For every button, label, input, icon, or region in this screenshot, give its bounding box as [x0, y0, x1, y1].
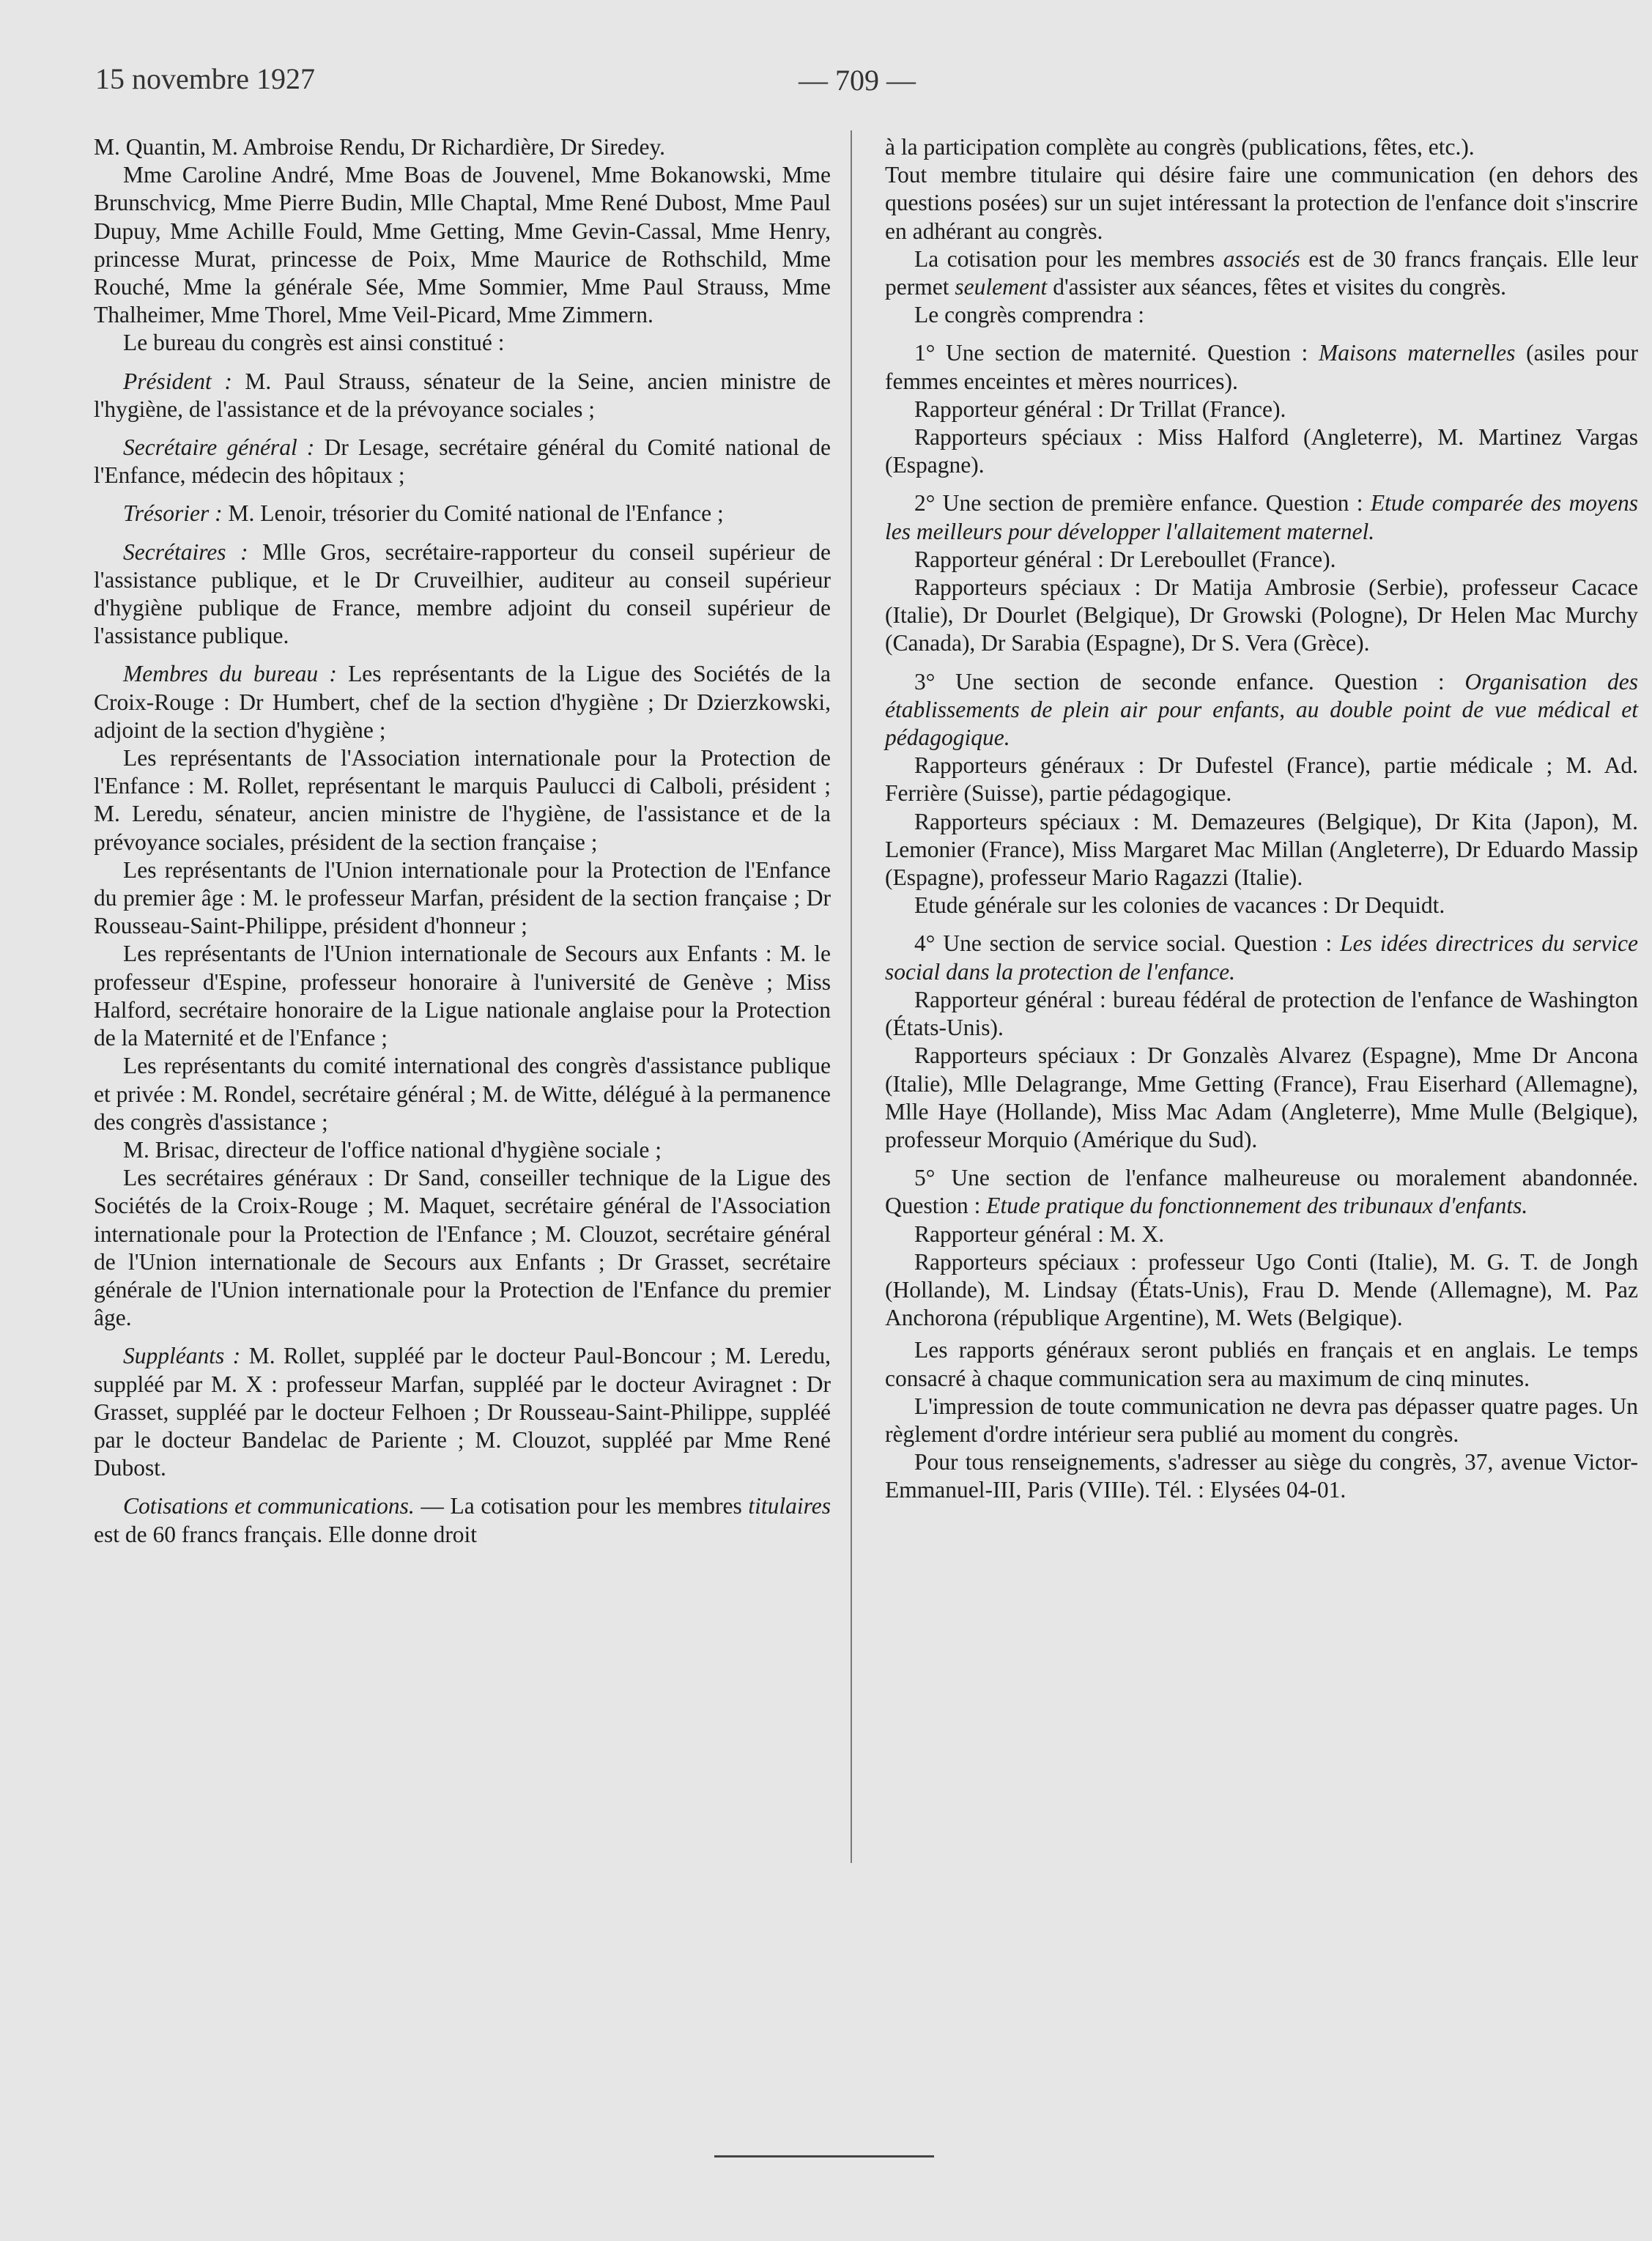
paragraph-bureau-members	[94, 660, 831, 744]
paragraph: L'impression de toute communication ne devra pas dépasser quatre pages. Un règlement d'ordre intérieur sera publié au moment du congrès.	[885, 1393, 1638, 1447]
section-second-childhood	[885, 668, 1638, 752]
paragraph-text: 1° Une section de maternité. Question :	[914, 340, 1319, 366]
paragraph: M. Quantin, M. Ambroise Rendu, Dr Richardière, Dr Siredey.	[94, 134, 666, 160]
paragraph: Les rapports généraux seront publiés en français et en anglais. Le temps consacré à chaque communication sera au maximum de cinq minutes.	[885, 1337, 1638, 1391]
paragraph: Rapporteurs spéciaux : professeur Ugo Conti (Italie), M. G. T. de Jongh (Hollande), M. Lindsay (États-Unis), Frau D. Mende (Allemagne), M. Paz Anchorona (république Argentine), M. Wets (Belgique).	[885, 1248, 1638, 1331]
right-column	[885, 133, 1638, 1505]
paragraph: Les secrétaires généraux : Dr Sand, conseiller technique de la Ligue des Sociétés de la Croix-Rouge ; M. Maquet, secrétaire général de l'Association internationale pour la Protection de l'Enfance ; M. Clouzot, secrétaire général de l'Union internationale de Secours aux Enfants ; Dr Grasset, secrétaire générale de l'Union internationale pour la Protection de l'Enfance du premier âge.	[94, 1165, 831, 1331]
label-fees: Cotisations et communications.	[123, 1493, 415, 1519]
paragraph: Rapporteur général : Dr Lereboullet (France).	[914, 546, 1336, 572]
paragraph-secretary-general	[94, 434, 831, 489]
paragraph: Les représentants de l'Association internationale pour la Protection de l'Enfance : M. Rollet, représentant le marquis Paulucci di Calboli, président ; M. Leredu, sénateur, ancien ministre de l'hygiène, de l'assistance et de la prévoyance sociales, président de la section française ;	[94, 745, 831, 855]
label-bureau-members: Membres du bureau :	[123, 661, 337, 687]
column-divider	[851, 130, 852, 1863]
paragraph: Le congrès comprendra :	[914, 302, 1144, 328]
label-secretaries: Secrétaires :	[123, 538, 248, 565]
paragraph: Rapporteur général : M. X.	[914, 1220, 1165, 1247]
paragraph-text: La cotisation pour les membres	[914, 245, 1223, 272]
paragraph: Tout membre titulaire qui désire faire une communication (en dehors des questions posées) sur un sujet intéressant la protection de l'enfance doit s'inscrire en adhérant au congrès.	[885, 162, 1638, 244]
paragraph-text: Les représentants de la Ligue des Sociétés de la Croix-Rouge : Dr Humbert, chef de la section d'hygiène ; Dr Dzierzkowski, adjoint de la section d'hygiène ;	[94, 661, 831, 743]
emphasis-text: Maisons maternelles	[1318, 340, 1516, 366]
page-number: — 709 —	[799, 64, 916, 97]
paragraph-associate-fee	[885, 245, 1638, 301]
paragraph-text: M. Paul Strauss, sénateur de la Seine, ancien ministre de l'hygiène, de l'assistance et de la prévoyance sociales ;	[94, 368, 831, 422]
paragraph: Rapporteurs spéciaux : M. Demazeures (Belgique), Dr Kita (Japon), M. Lemonier (France), Miss Margaret Mac Millan (Angleterre), Dr Eduardo Massip (Espagne), professeur Mario Ragazzi (Italie).	[885, 808, 1638, 891]
paragraph: Les représentants de l'Union internationale pour la Protection de l'Enfance du premier âge : M. le professeur Marfan, président de la section française ; Dr Rousseau-Saint-Philippe, président d'honneur ;	[94, 856, 831, 939]
issue-date: 15 novembre 1927	[95, 62, 315, 95]
section-unhappy-childhood	[885, 1164, 1638, 1220]
paragraph-text: (asiles pour femmes enceintes et mères nourrices).	[885, 340, 1638, 394]
paragraph: Les représentants du comité international des congrès d'assistance publique et privée : M. Rondel, secrétaire général ; M. de Witte, délégué à la permanence des congrès d'assistance ;	[94, 1053, 831, 1135]
paragraph-text: 2° Une section de première enfance. Question :	[914, 490, 1371, 516]
label-substitutes: Suppléants :	[123, 1343, 241, 1369]
emphasis-text: associés	[1223, 245, 1300, 272]
section-first-childhood	[885, 489, 1638, 545]
paragraph-text: est de 30 francs français. Elle leur permet	[885, 245, 1638, 300]
paragraph-text: est de 60 francs français. Elle donne droit	[94, 1521, 478, 1547]
paragraph-secretaries	[94, 538, 831, 651]
paragraph-text: M. Rollet, suppléé par le docteur Paul-Boncour ; M. Leredu, suppléé par M. X : professeur Marfan, suppléé par le docteur Aviragnet : Dr Grasset, suppléé par le docteur Felhoen ; Dr Rousseau-Saint-Philippe, suppléé par le docteur Bandelac de Pariente ; M. Clouzot, suppléé par Mme René Dubost.	[94, 1343, 831, 1481]
paragraph-president	[94, 368, 831, 423]
end-rule	[714, 2155, 934, 2157]
emphasis-text: Les idées directrices du service social dans la protection de l'enfance.	[885, 930, 1638, 985]
paragraph: Rapporteurs spéciaux : Miss Halford (Angleterre), M. Martinez Vargas (Espagne).	[885, 424, 1638, 478]
paragraph-text: Dr Lesage, secrétaire général du Comité national de l'Enfance, médecin des hôpitaux ;	[94, 434, 831, 489]
label-treasurer: Trésorier :	[123, 500, 223, 527]
paragraph-text: 3° Une section de seconde enfance. Question :	[914, 668, 1465, 694]
paragraph-treasurer	[94, 500, 831, 527]
paragraph: Rapporteurs spéciaux : Dr Matija Ambrosie (Serbie), professeur Cacace (Italie), Dr Dourlet (Belgique), Dr Growski (Pologne), Dr Helen Mac Murchy (Canada), Dr Sarabia (Espagne), Dr S. Vera (Grèce).	[885, 574, 1638, 656]
paragraph: Rapporteurs spéciaux : Dr Gonzalès Alvarez (Espagne), Mme Dr Ancona (Italie), Mlle Delagrange, Mme Getting (France), Frau Eiserhard (Allemagne), Mlle Haye (Hollande), Miss Mac Adam (Angleterre), Mme Mulle (Belgique), professeur Morquio (Amérique du Sud).	[885, 1042, 1638, 1152]
paragraph: Rapporteur général : bureau fédéral de protection de l'enfance de Washington (États-Unis).	[885, 986, 1638, 1041]
section-maternity	[885, 339, 1638, 395]
paragraph-text: 4° Une section de service social. Question :	[914, 930, 1341, 957]
paragraph: Rapporteur général : Dr Trillat (France).	[914, 396, 1286, 422]
paragraph: Etude générale sur les colonies de vacances : Dr Dequidt.	[914, 892, 1445, 919]
paragraph-fees	[94, 1492, 831, 1548]
paragraph-text: d'assister aux séances, fêtes et visites du congrès.	[1047, 274, 1507, 300]
label-president: Président :	[123, 368, 232, 394]
paragraph: Mme Caroline André, Mme Boas de Jouvenel, Mme Bokanowski, Mme Brunschvicg, Mme Pierre Budin, Mlle Chaptal, Mme René Dubost, Mme Paul Dupuy, Mme Achille Fould, Mme Getting, Mme Gevin-Cassal, Mme Henry, princesse Murat, princesse de Poix, Mme Maurice de Rothschild, Mme Rouché, Mme la générale Sée, Mme Sommier, Mme Paul Strauss, Mme Thalheimer, Mme Thorel, Mme Veil-Picard, Mme Zimmern.	[94, 162, 831, 328]
section-social-service	[885, 930, 1638, 985]
label-secretary-general: Secrétaire général :	[123, 434, 315, 461]
paragraph-text: M. Lenoir, trésorier du Comité national de l'Enfance ;	[222, 500, 724, 527]
paragraph: Rapporteurs généraux : Dr Dufestel (France), partie médicale ; M. Ad. Ferrière (Suisse), partie pédagogique.	[885, 752, 1638, 807]
emphasis-text: titulaires	[748, 1493, 831, 1519]
paragraph-text: — La cotisation pour les membres	[414, 1493, 749, 1519]
left-column	[94, 133, 831, 1549]
paragraph-substitutes	[94, 1342, 831, 1482]
paragraph: Les représentants de l'Union internationale de Secours aux Enfants : M. le professeur d'Espine, professeur honoraire à l'université de Genève ; Miss Halford, secrétaire honoraire de la Ligue nationale anglaise pour la Protection de la Maternité et de l'Enfance ;	[94, 941, 831, 1051]
paragraph: à la participation complète au congrès (publications, fêtes, etc.).	[885, 134, 1475, 160]
paragraph: Le bureau du congrès est ainsi constitué :	[123, 330, 505, 356]
emphasis-text: Etude pratique du fonctionnement des tribunaux d'enfants.	[986, 1193, 1528, 1219]
paragraph-text: Mlle Gros, secrétaire-rapporteur du conseil supérieur de l'assistance publique, et le Dr Cruveilhier, auditeur au conseil supérieur d'hygiène publique de France, membre adjoint du conseil supérieur de l'assistance publique.	[94, 538, 831, 649]
paragraph: M. Brisac, directeur de l'office national d'hygiène sociale ;	[123, 1136, 662, 1163]
paragraph-text: 5° Une section de l'enfance malheureuse ou moralement abandonnée. Question :	[885, 1165, 1638, 1219]
emphasis-text: Etude comparée des moyens les meilleurs pour développer l'allaitement maternel.	[885, 490, 1638, 544]
emphasis-text: seulement	[955, 274, 1048, 300]
paragraph: Pour tous renseignements, s'adresser au siège du congrès, 37, avenue Victor-Emmanuel-III, Paris (VIIIe). Tél. : Elysées 04-01.	[885, 1449, 1638, 1503]
emphasis-text: Organisation des établissements de plein air pour enfants, au double point de vue médical et pédagogique.	[885, 668, 1638, 751]
